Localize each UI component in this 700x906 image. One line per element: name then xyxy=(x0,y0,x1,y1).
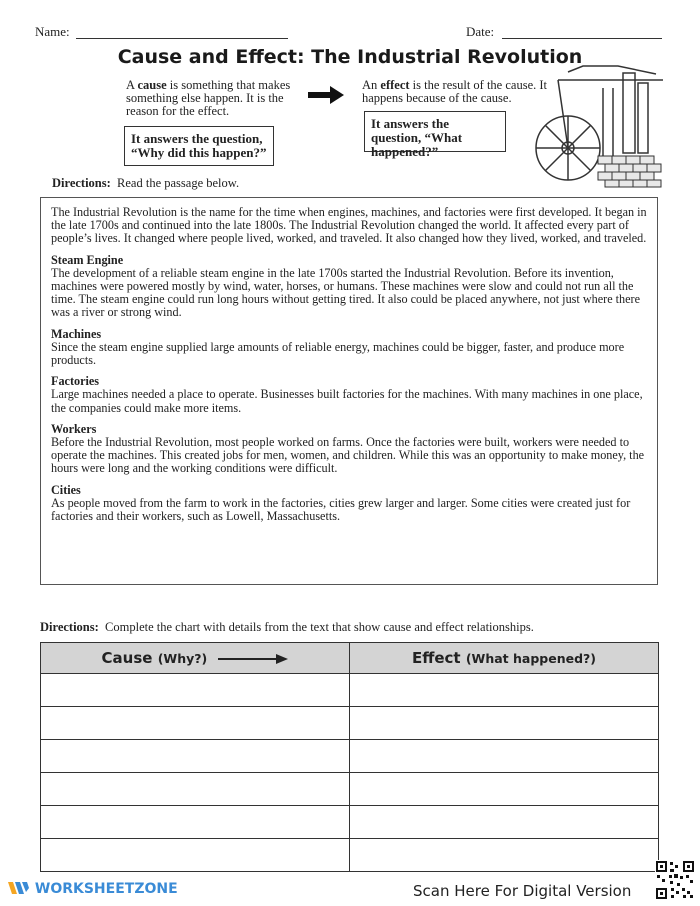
cause-cell[interactable] xyxy=(41,773,350,806)
name-label: Name: xyxy=(35,24,70,39)
cause-cell[interactable] xyxy=(41,707,350,740)
section-body: Before the Industrial Revolution, most people worked on farms. Once the factories were built, workers were needed to operate the machines. This created jobs for men, women, and children. While this was an opportunity to make money, the hours were long and the working conditions were difficult. xyxy=(51,435,645,476)
passage-section xyxy=(51,375,647,415)
steam-engine-illustration xyxy=(528,58,668,188)
effect-definition-text: An effect is the result of the cause. It happens because of the cause. xyxy=(362,78,548,105)
effect-column-header xyxy=(350,643,659,674)
section-body: The development of a reliable steam engine in the late 1700s started the Industrial Revolution. Before its invention, machines were powered mostly by wind, water, horses, or humans. These machines were slow and could not run all the time. The steam engine could run long hours without getting tired. It also could be placed anywhere, not just where there was a river or strong wind. xyxy=(51,265,641,320)
effect-cell[interactable] xyxy=(350,773,659,806)
effect-cell[interactable] xyxy=(350,839,659,872)
cause-effect-chart xyxy=(40,642,659,872)
table-row xyxy=(41,674,659,707)
scan-caption: Scan Here For Digital Version xyxy=(413,882,632,900)
effect-header-text: Effect xyxy=(411,649,461,667)
section-heading: Factories xyxy=(51,374,100,389)
cause-definition-text: A cause is something that makes something else happen. It is the reason for the effect. xyxy=(126,78,291,118)
cause-definition xyxy=(126,79,301,118)
directions-text: Read the passage below. xyxy=(117,176,240,190)
directions-label: Directions: xyxy=(52,176,111,190)
arrow-right-icon xyxy=(308,86,344,104)
directions-text: Complete the chart with details from the text that show cause and effect relationships. xyxy=(105,620,534,634)
directions-label: Directions: xyxy=(40,620,99,634)
logo-w-icon xyxy=(8,880,30,896)
passage-section xyxy=(51,484,647,524)
passage-intro: The Industrial Revolution is the name for the time when engines, machines, and factories were first developed. It began in the late 1700s and continued into the late 1800s. The Industrial Revolution changed the world. It affected every part of people’s lives. It changed where people lived, worked, and traveled. It also changed how they lived, worked, and traveled. xyxy=(51,205,647,246)
section-heading: Workers xyxy=(51,421,97,436)
cause-cell[interactable] xyxy=(41,839,350,872)
cause-header-text: Cause xyxy=(101,649,153,667)
effect-cell[interactable] xyxy=(350,740,659,773)
cause-cell[interactable] xyxy=(41,740,350,773)
cause-header-sub: (Why?) xyxy=(157,651,208,666)
date-label: Date: xyxy=(466,24,495,39)
directions-read xyxy=(52,176,239,191)
logo-text: WORKSHEETZONE xyxy=(34,881,178,897)
section-heading: Steam Engine xyxy=(51,252,124,267)
table-row xyxy=(41,740,659,773)
passage-section xyxy=(51,423,647,476)
cause-cell[interactable] xyxy=(41,674,350,707)
cause-cell[interactable] xyxy=(41,806,350,839)
cause-column-header xyxy=(41,643,350,674)
name-field[interactable] xyxy=(76,24,288,39)
table-row xyxy=(41,707,659,740)
section-body: Large machines needed a place to operate. Businesses built factories for the machines. With many machines in one place, the companies could make more items. xyxy=(51,387,643,415)
section-heading: Cities xyxy=(51,482,81,497)
table-row xyxy=(41,806,659,839)
worksheetzone-logo[interactable] xyxy=(8,880,178,897)
section-body: As people moved from the farm to work in the factories, cities grew larger and larger. Some cities were created just for factories and their workers, such as Lowell, Massachusetts. xyxy=(51,495,631,524)
directions-chart xyxy=(40,620,534,635)
cause-question-box: It answers the question, “Why did this happen?” xyxy=(124,126,274,166)
passage-section xyxy=(51,328,647,368)
passage-section xyxy=(51,254,647,320)
effect-question-box: It answers the question, “What happened?” xyxy=(364,111,506,152)
table-row xyxy=(41,839,659,872)
effect-cell[interactable] xyxy=(350,707,659,740)
effect-cell[interactable] xyxy=(350,674,659,707)
section-heading: Machines xyxy=(51,326,102,341)
reading-passage xyxy=(40,197,658,585)
qr-code-icon[interactable] xyxy=(655,860,695,900)
section-body: Since the steam engine supplied large amounts of reliable energy, machines could be bigger, faster, and produce more products. xyxy=(51,339,625,368)
effect-header-sub: (What happened?) xyxy=(465,651,597,666)
page-title: Cause and Effect: The Industrial Revolution xyxy=(117,46,583,68)
date-field[interactable] xyxy=(502,24,662,39)
table-row xyxy=(41,773,659,806)
effect-cell[interactable] xyxy=(350,806,659,839)
arrow-right-icon xyxy=(218,653,288,665)
